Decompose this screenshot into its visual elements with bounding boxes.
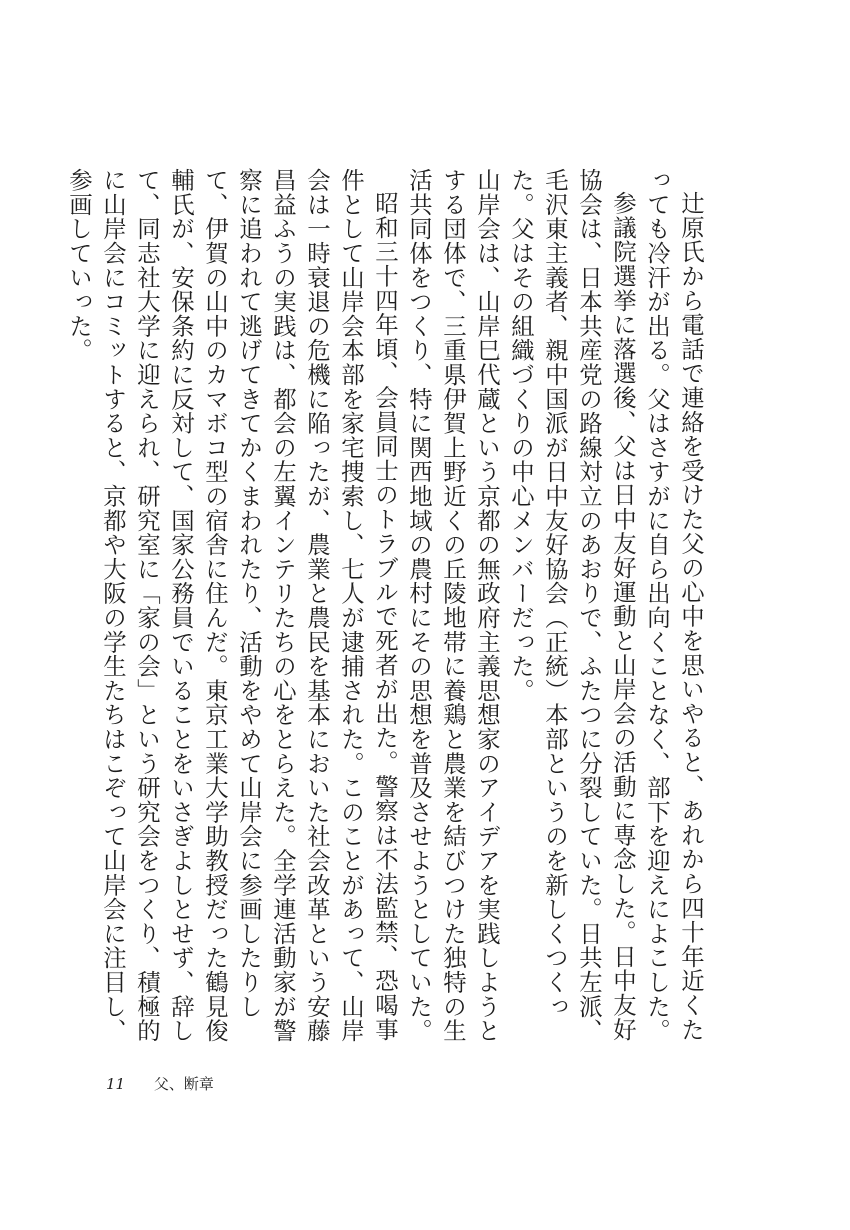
body-text <box>65 168 708 1052</box>
paragraph-1: 辻原氏から電話で連絡を受けた父の心中を思いやると、あれから四十年近くたっても冷汗が出る。父はさすがに自ら出向くことなく、部下を迎えによこした。 <box>643 168 705 1043</box>
paragraph-4: 昭和三十四年頃、会員同士のトラブルで死者が出た。警察は不法監禁、恐喝事件として山岸会本部を家宅捜索し、七人が逮捕された。このことがあって、山岸会は一時衰退の危機に陥ったが、農業と農民を基本においた社会改革という安藤昌益ふうの実践は、都会の左翼インテリたちの心をとらえた。全学連活動家が警察に追われて逃げてきてかくまわれたり、活動をやめて山岸会に参画したりして、伊賀の山中のカマボコ型の宿舎に住んだ。東京工業大学助教授だった鶴見俊輔氏が、安保条約に反対して、国家公務員でいることをいさぎよしとせず、辞して、同志社大学に迎えられ、研究室に「家の会」という研究会をつくり、積極的に山岸会にコミットすると、京都や大阪の学生たちはこぞって山岸会に注目し、参画していった。 <box>65 168 399 1043</box>
page-number: 11 <box>106 1075 126 1093</box>
paragraph-2: 参議院選挙に落選後、父は日中友好運動と山岸会の活動に専念した。日中友好協会は、日本共産党の路線対立のあおりで、ふたつに分裂していた。日共左派、毛沢東主義者、親中国派が日中友好協会（正統）本部というのを新しくつくった。父はその組織づくりの中心メンバーだった。 <box>507 168 637 1043</box>
chapter-title: 父、断章 <box>153 1075 214 1093</box>
page-footer <box>106 1073 214 1094</box>
paragraph-3: 山岸会は、山岸巳代蔵という京都の無政府主義思想家のアイデアを実践しようとする団体で、三重県伊賀上野近くの丘陵地帯に養鶏と農業を結びつけた独特の生活共同体をつくり、特に関西地域の農村にその思想を普及させようとしていた。 <box>405 168 501 1043</box>
